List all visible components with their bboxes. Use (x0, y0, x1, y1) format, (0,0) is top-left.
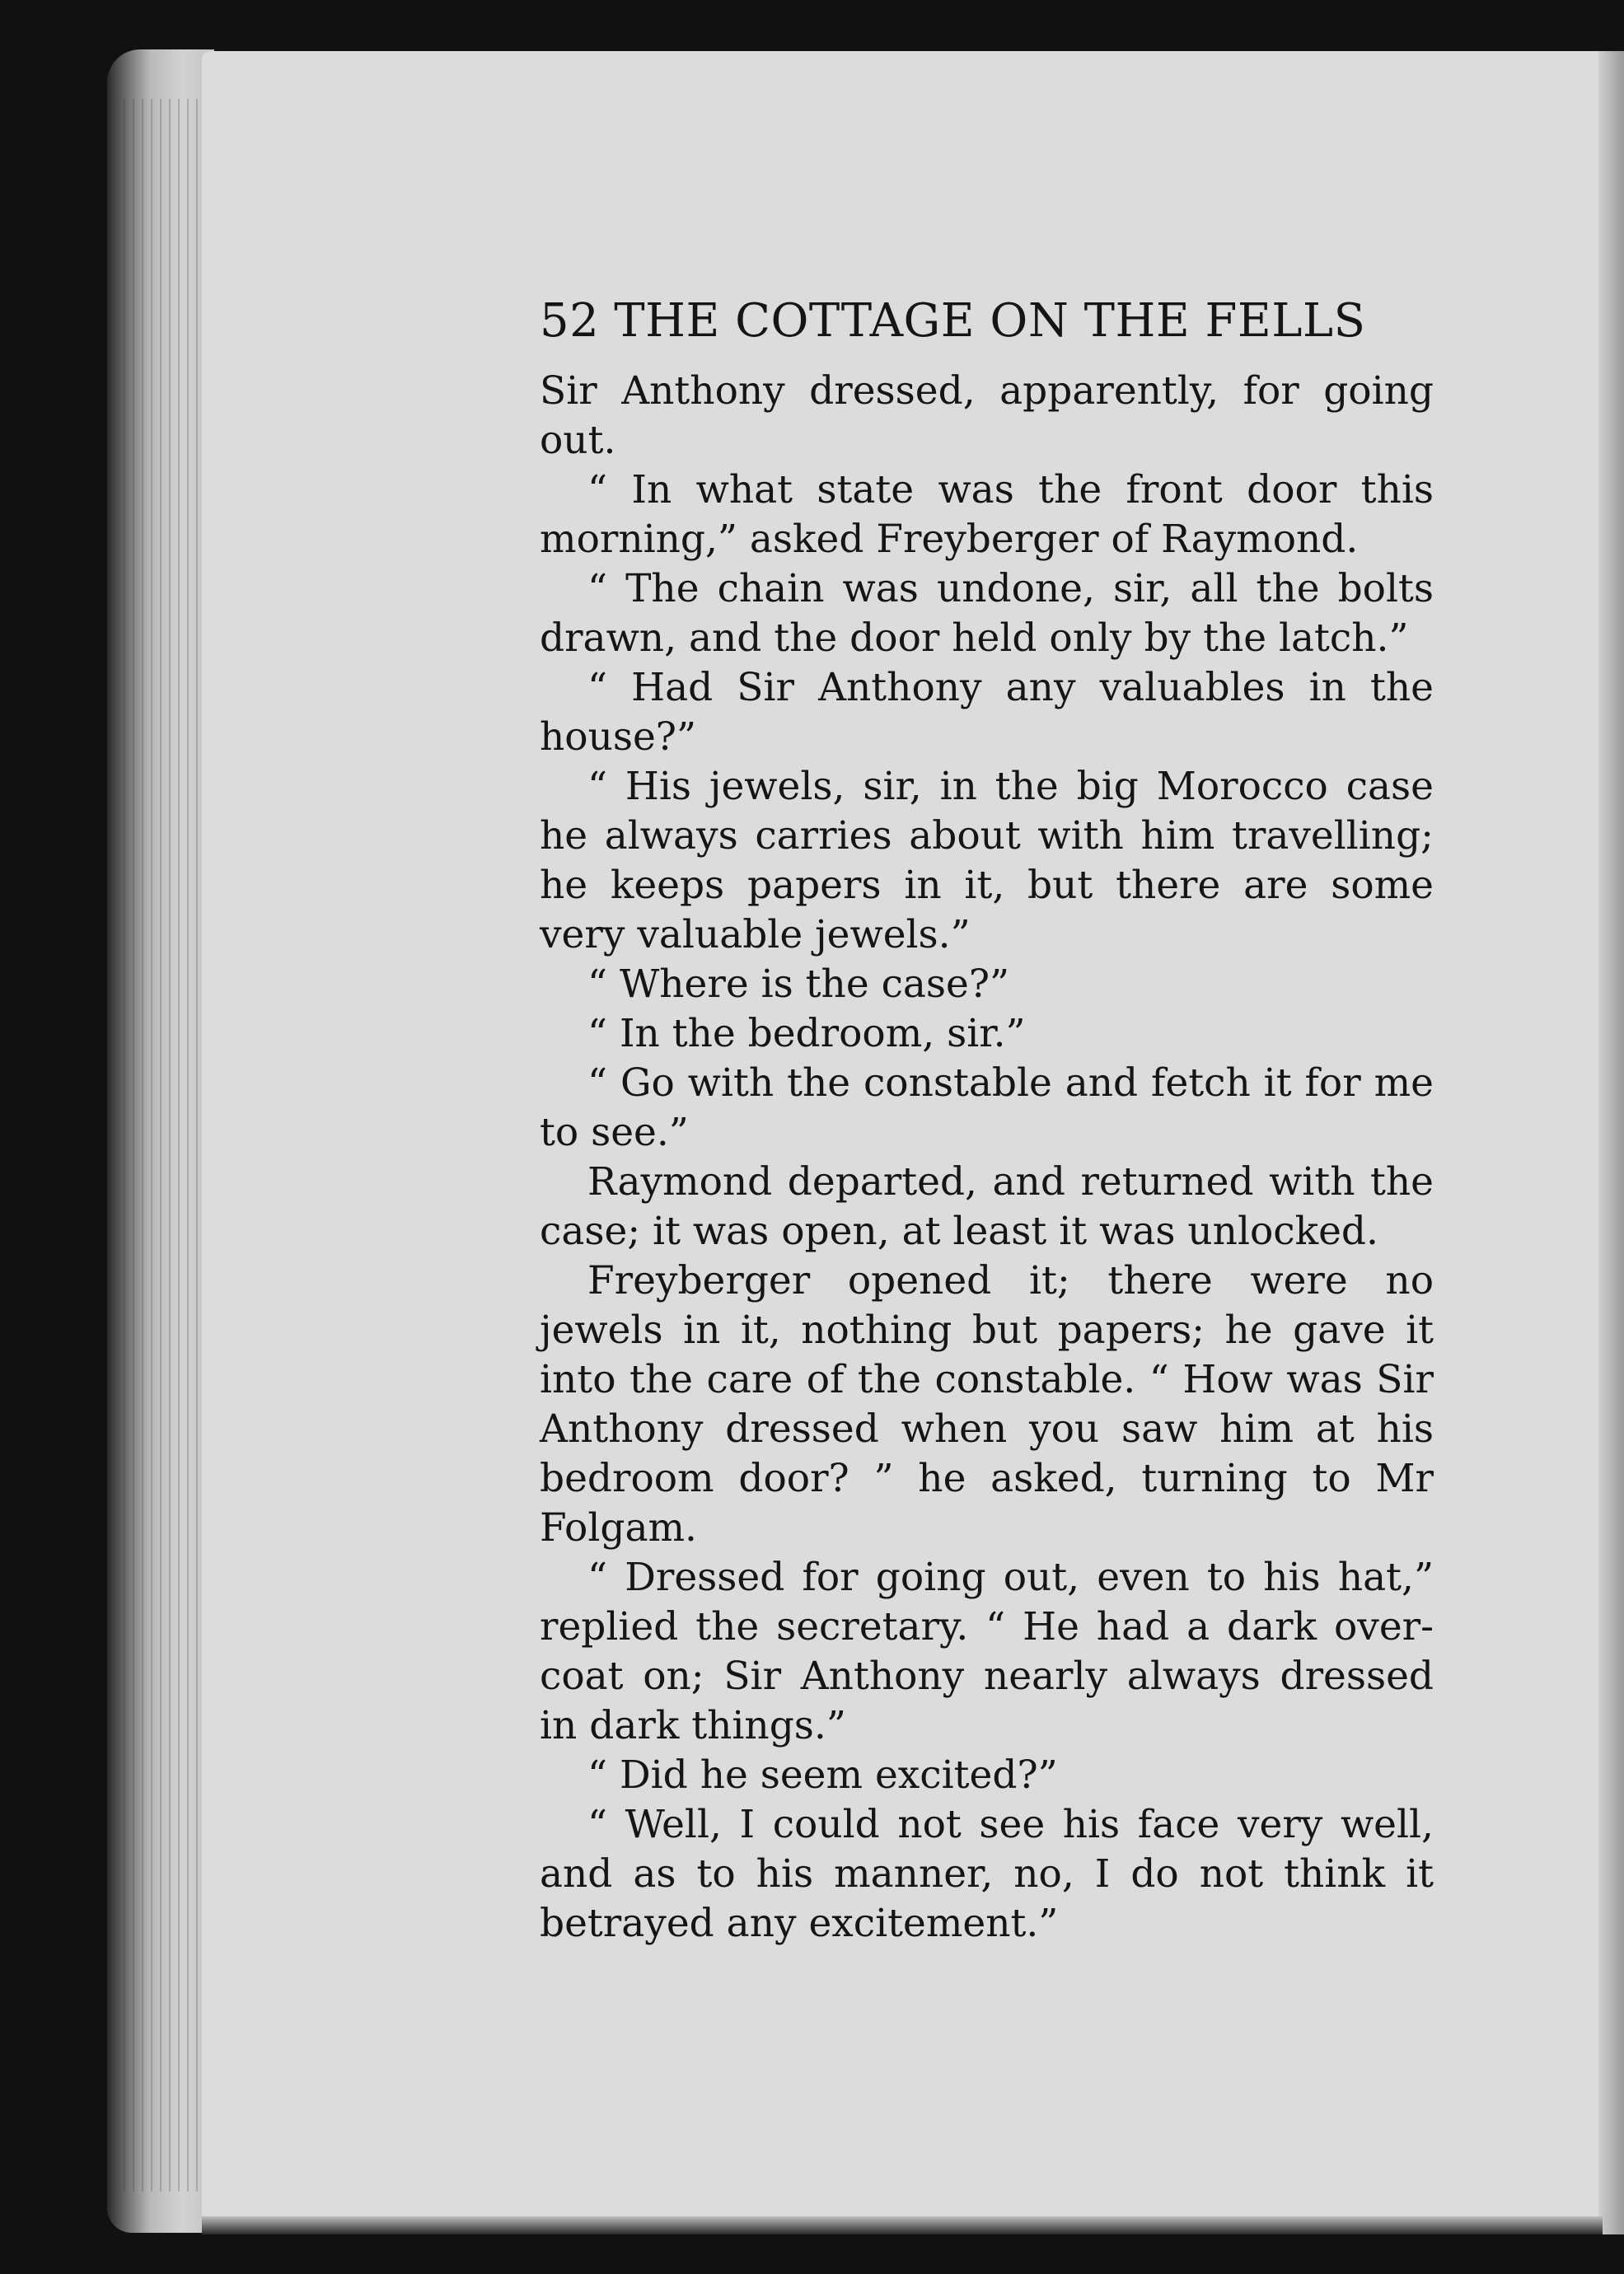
paragraph: “ In the bedroom, sir.” (587, 1011, 1026, 1056)
paragraph: “ The chain was undone, sir, all the bolts drawn, and the door held only by the latch.” (540, 566, 1434, 661)
running-header (540, 292, 1434, 367)
paragraph: “ Had Sir Anthony any valuables in the house?” (540, 665, 1434, 760)
paragraph: Raymond departed, and returned with the case; it was open, at least it was unlocked. (540, 1159, 1434, 1254)
paragraph: “ In what state was the front door this morning,” asked Freyberger of Raymond. (540, 467, 1434, 562)
paragraph: Freyberger opened it; there were no jewels in it, nothing but papers; he gave it into the care of the constable. “ How was Sir Anthony dressed when you saw him at his bedroom door? ” he asked, turning to Mr Folgam. (540, 1258, 1434, 1551)
paragraph: “ Well, I could not see his face very well, and as to his manner, no, I do not think it betrayed any excitement.” (540, 1802, 1434, 1946)
page-edges-texture (124, 99, 198, 2192)
paragraph: “ Did he seem excited?” (587, 1752, 1058, 1798)
page-bottom-edge (202, 2216, 1603, 2234)
body-text-block (540, 292, 1434, 1949)
right-page-edge (1598, 51, 1624, 2234)
paragraph: “ His jewels, sir, in the big Morocco case he always carries about with him travelling; he keeps papers in it, but there are some very valuable jewels.” (540, 764, 1434, 957)
paragraph: “ Go with the constable and fetch it for me to see.” (540, 1060, 1434, 1155)
paragraph: “ Where is the case?” (587, 962, 1010, 1007)
paragraph: “ Dressed for going out, even to his hat,” replied the secretary. “ He had a dark over-coat on; Sir Anthony nearly always dressed in dark things.” (540, 1555, 1434, 1748)
page-number: 52 (540, 294, 600, 348)
running-title: THE COTTAGE ON THE FELLS (614, 294, 1366, 348)
paragraph: Sir Anthony dressed, apparently, for going out. (540, 368, 1434, 463)
